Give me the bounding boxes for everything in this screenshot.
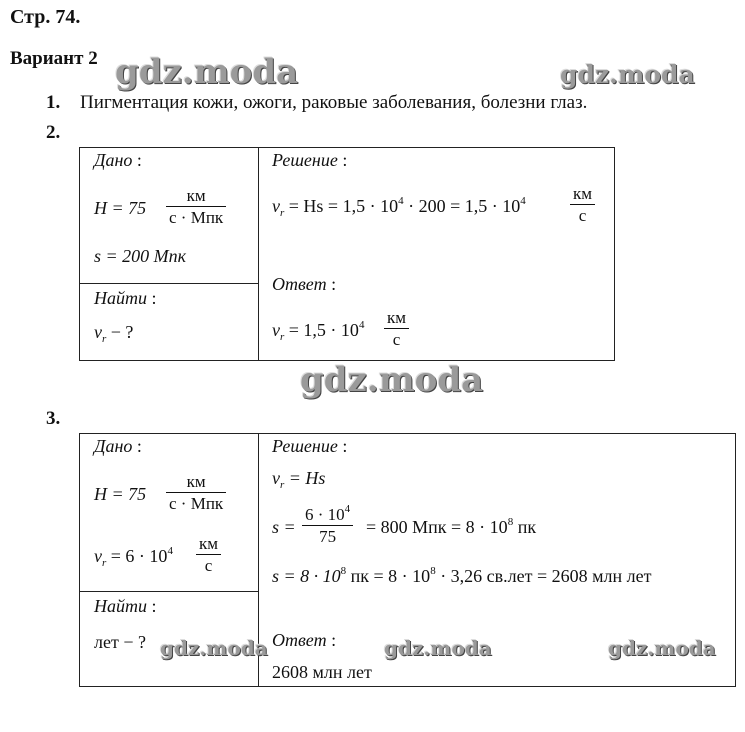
question-2-number: 2. bbox=[46, 122, 61, 143]
watermark-logo: gdz.moda bbox=[115, 52, 299, 92]
variant-title: Вариант 2 bbox=[10, 48, 98, 69]
answer-value: 2608 млн лет bbox=[272, 662, 372, 682]
answer-label: Ответ : bbox=[272, 630, 337, 650]
watermark-logo: gdz.moda bbox=[560, 60, 695, 89]
solution-distance-result: = 800 Мпк = $8 \cdot 10^8$ пк bbox=[366, 516, 537, 537]
find-label: Найти : bbox=[94, 596, 157, 616]
question-3-number: 3. bbox=[46, 408, 61, 429]
question-1-number: 1. bbox=[46, 92, 61, 113]
solution-label: Решение : bbox=[272, 150, 348, 170]
solution-label: Решение : bbox=[272, 436, 348, 456]
table-divider bbox=[258, 147, 259, 361]
solution-distance-fraction: $\frac{6 \cdot 10^4}{75}$ bbox=[302, 505, 353, 548]
find-value: лет − ? bbox=[94, 632, 146, 652]
find-value: $v_r$ − ? bbox=[94, 322, 134, 345]
watermark-logo: gdz.moda bbox=[300, 360, 484, 400]
solution-unit-fraction: км с bbox=[570, 184, 595, 227]
given-label: Дано : bbox=[94, 436, 142, 456]
solution-distance-label: s = bbox=[272, 517, 296, 537]
hubble-unit-fraction: км с · Мпк bbox=[166, 186, 226, 229]
table-divider bbox=[79, 283, 259, 284]
solution-formula: $v_r = Hs = 1,5 \cdot 10^4 \cdot 200 = 1,5 \cdot 10^4$ bbox=[272, 195, 526, 219]
solution-conversion: $s = 8 \cdot 10^8$ пк = $8 \cdot 10^8 \cdot 3,26$ св.лет = 2608 млн лет bbox=[272, 565, 652, 586]
page-number: Стр. 74. bbox=[10, 6, 81, 28]
answer-value: $v_r = 1,5 \cdot 10^4$ bbox=[272, 319, 365, 343]
solution-formula: $v_r = Hs$ bbox=[272, 468, 326, 491]
watermark-logo: gdz.moda bbox=[160, 636, 268, 660]
watermark-logo: gdz.moda bbox=[608, 636, 716, 660]
velocity-unit-fraction: км с bbox=[196, 534, 221, 577]
answer-unit-fraction: км с bbox=[384, 308, 409, 351]
hubble-constant: H = 75 bbox=[94, 198, 147, 218]
find-label: Найти : bbox=[94, 288, 157, 308]
distance-given: s = 200 Мпк bbox=[94, 246, 187, 266]
hubble-constant: H = 75 bbox=[94, 484, 147, 504]
velocity-given: $v_r = 6 \cdot 10^4$ bbox=[94, 545, 173, 569]
table-divider bbox=[79, 591, 259, 592]
answer-label: Ответ : bbox=[272, 274, 337, 294]
given-label: Дано : bbox=[94, 150, 142, 170]
hubble-unit-fraction: км с · Мпк bbox=[166, 472, 226, 515]
watermark-logo: gdz.moda bbox=[384, 636, 492, 660]
question-1-answer: Пигментация кожи, ожоги, раковые заболевания, болезни глаз. bbox=[80, 92, 588, 113]
